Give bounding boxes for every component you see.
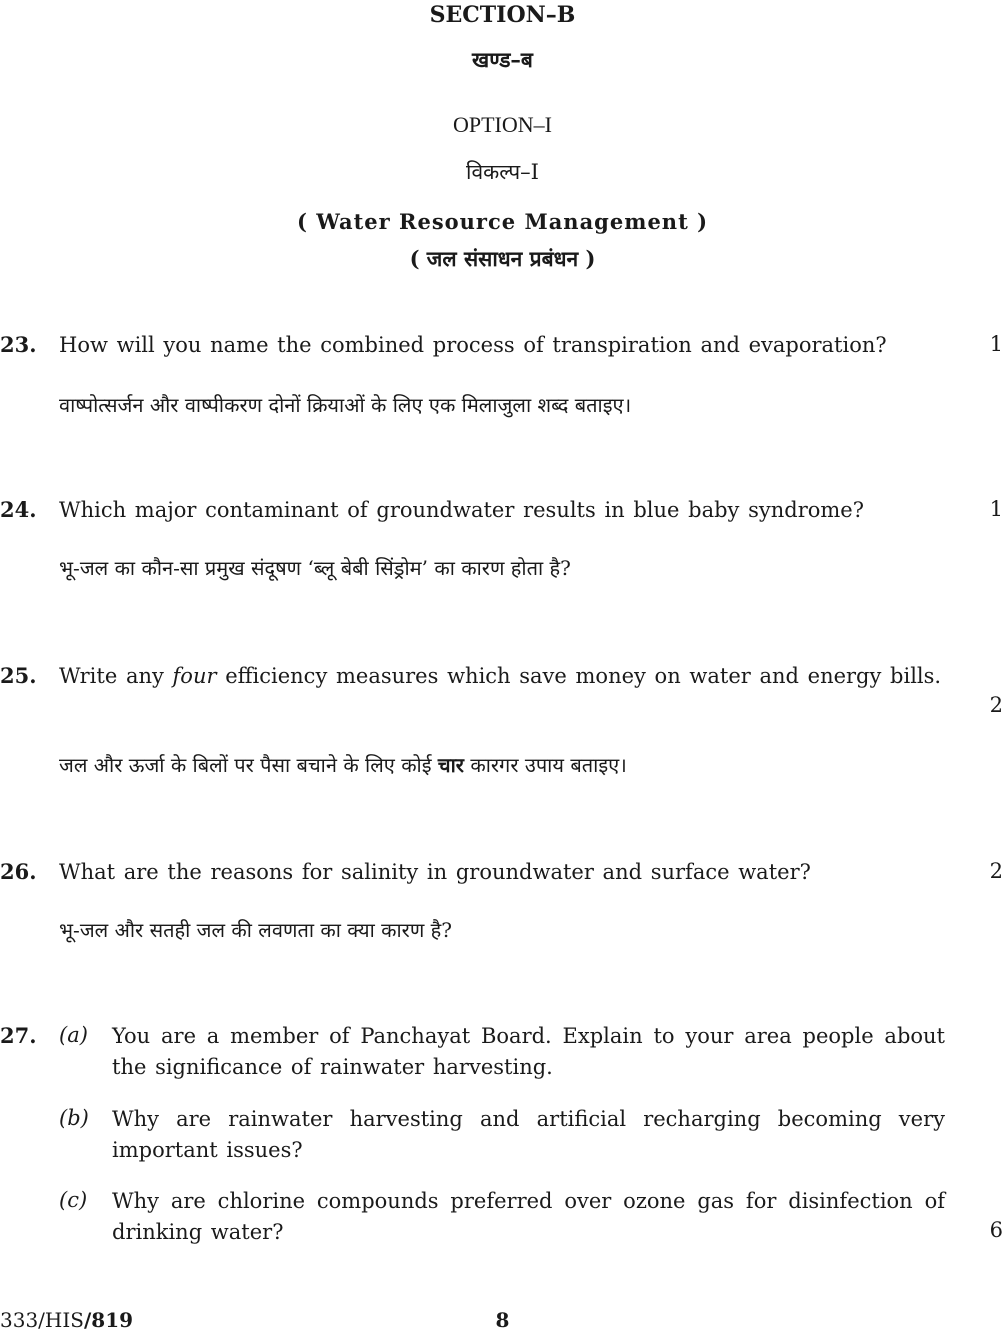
option-title-hindi: विकल्प–I: [466, 160, 539, 184]
sub-question-text: Why are chlorine compounds preferred over ozone gas for disinfection of drinking water?: [112, 1189, 945, 1244]
subject-title: ( Water Resource Management ): [296, 209, 709, 234]
question-text-emphasis: four: [172, 664, 217, 688]
sub-question-label: (a): [59, 1023, 88, 1047]
question-text: Which major contaminant of groundwater results in blue baby syndrome?: [59, 498, 864, 522]
question-marks: 2: [989, 859, 1003, 883]
question-number: 26.: [0, 859, 37, 884]
sub-question-text: You are a member of Panchayat Board. Explain to your area people about the significance of rainwater harvesting.: [112, 1024, 945, 1079]
question-marks: 6: [989, 1218, 1003, 1242]
question-marks: 1: [989, 497, 1003, 521]
section-title: SECTION–B: [429, 2, 576, 28]
question-text-part: Write any: [59, 664, 173, 688]
question-number: 24.: [0, 497, 37, 522]
page-number: 8: [495, 1308, 510, 1332]
sub-question-label: (b): [59, 1106, 89, 1130]
question-text-hindi: वाष्पोत्सर्जन और वाष्पीकरण दोनों क्रियाओं के लिए एक मिलाजुला शब्द बताइए।: [59, 393, 632, 417]
hindi-text-part: जल और ऊर्जा के बिलों पर पैसा बचाने के लिए कोई: [59, 753, 438, 777]
question-text: [59, 661, 945, 691]
hindi-text-bold: चार: [437, 753, 464, 777]
question-number: 27.: [0, 1023, 37, 1048]
option-title: OPTION–I: [453, 112, 552, 137]
question-text-hindi: [59, 750, 945, 780]
sub-question-text: Why are rainwater harvesting and artificial recharging becoming very important issues?: [112, 1107, 945, 1162]
hindi-text-part: कारगर उपाय बताइए।: [463, 753, 627, 777]
question-text: How will you name the combined process of transpiration and evaporation?: [59, 333, 887, 357]
paper-code-bold: /819: [83, 1308, 134, 1332]
question-marks: 2: [989, 693, 1003, 717]
question-marks: 1: [989, 332, 1003, 356]
question-text-hindi: भू-जल का कौन-सा प्रमुख संदूषण ‘ब्लू बेबी सिंड्रोम’ का कारण होता है?: [59, 556, 571, 580]
question-number: 25.: [0, 663, 37, 688]
section-title-hindi: खण्ड–ब: [472, 47, 533, 72]
question-text-part: efficiency measures which save money on water and energy bills.: [216, 664, 942, 688]
subject-title-hindi: ( जल संसाधन प्रबंधन ): [409, 246, 596, 271]
question-text: What are the reasons for salinity in groundwater and surface water?: [59, 860, 811, 884]
sub-question-label: (c): [59, 1188, 88, 1212]
question-text-hindi: भू-जल और सतही जल की लवणता का क्या कारण है?: [59, 918, 452, 942]
question-number: 23.: [0, 332, 37, 357]
paper-code-text: 333/HIS: [0, 1308, 84, 1332]
